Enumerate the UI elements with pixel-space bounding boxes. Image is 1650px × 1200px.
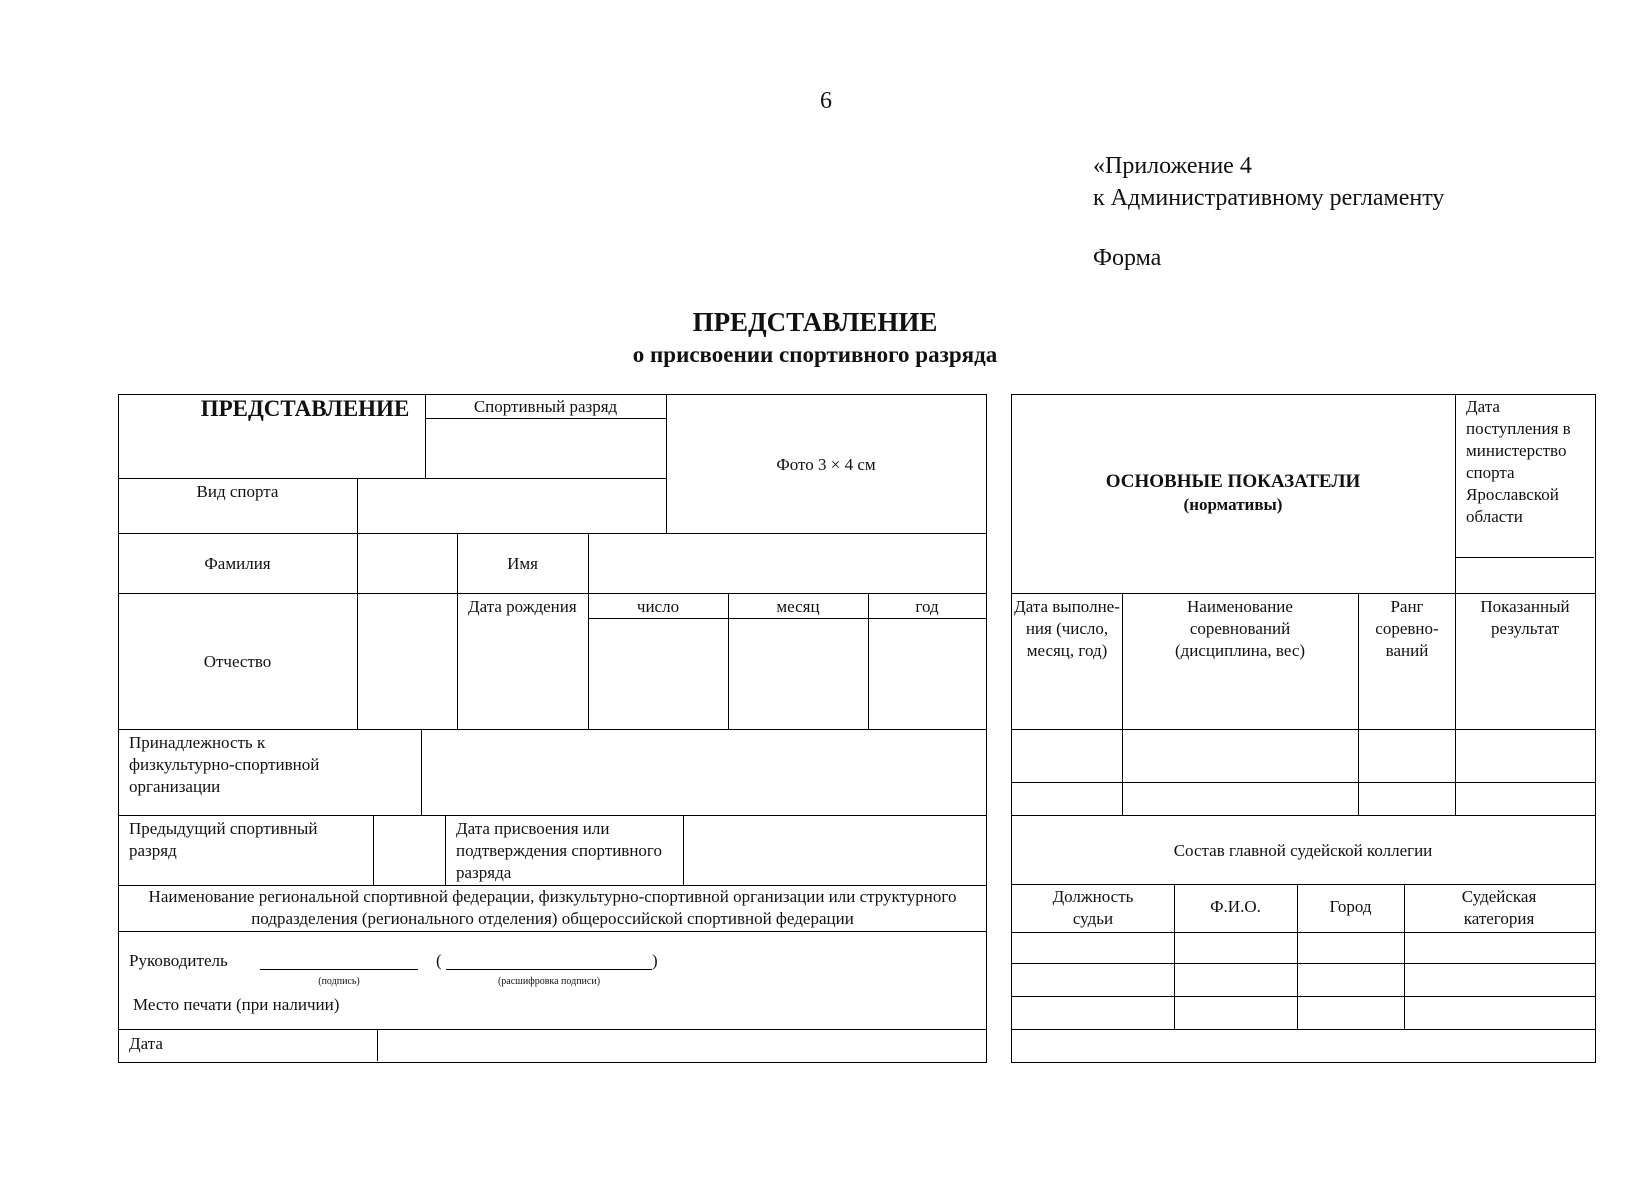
fio-label: Ф.И.О.	[1210, 897, 1261, 916]
sport-rank-label: Спортивный разряд	[473, 397, 618, 416]
day-label: число	[636, 597, 680, 616]
previous-rank-label: Предыдущий спортивный разряд	[129, 819, 318, 860]
line	[1358, 593, 1359, 815]
line	[118, 815, 986, 816]
form-label: Форма	[1093, 245, 1162, 271]
line	[1455, 557, 1594, 558]
line	[1011, 884, 1595, 885]
date-label: Дата	[129, 1034, 163, 1053]
assign-date-label: Дата присвоения или подтверждения спортивного разряда	[456, 819, 662, 882]
appendix-line-1: «Приложение 4	[1093, 153, 1252, 179]
decode-hint: (расшифровка подписи)	[497, 976, 601, 987]
receipt-date-label: Дата поступления в министерство спорта Ярославской области	[1466, 397, 1571, 526]
photo-placeholder: Фото 3 × 4 см	[776, 455, 876, 474]
surname-label: Фамилия	[204, 554, 271, 573]
seal-label: Место печати (при наличии)	[133, 995, 340, 1014]
line	[357, 478, 358, 729]
norms-subtitle: (нормативы)	[1183, 495, 1283, 514]
city-label: Город	[1329, 897, 1372, 916]
line	[118, 478, 666, 479]
line	[1455, 394, 1456, 815]
line	[1011, 593, 1595, 594]
line	[1011, 932, 1595, 933]
signature-line[interactable]	[260, 969, 418, 970]
line	[1122, 593, 1123, 815]
competition-rank-label: Ранг соревно-ваний	[1375, 597, 1439, 660]
line	[1011, 815, 1595, 816]
decode-signature-line[interactable]	[446, 969, 652, 970]
line	[425, 418, 666, 419]
paren-open: (	[436, 951, 442, 970]
line	[1011, 1029, 1595, 1030]
line	[118, 931, 986, 932]
line	[421, 729, 422, 815]
name-label: Имя	[507, 554, 538, 573]
line	[1011, 729, 1595, 730]
left-form-header: ПРЕДСТАВЛЕНИЕ	[200, 396, 410, 421]
page-number: 6	[820, 88, 832, 114]
year-label: год	[915, 597, 939, 616]
sport-type-label: Вид спорта	[196, 482, 279, 501]
head-label: Руководитель	[129, 951, 228, 970]
competition-name-label: Наименование соревнований (дисциплина, вес)	[1174, 597, 1306, 660]
birth-date-label: Дата рождения	[468, 597, 577, 616]
judges-panel-title: Состав главной судейской коллегии	[1173, 841, 1433, 860]
appendix-line-2: к Административному регламенту	[1093, 185, 1445, 211]
affiliation-label: Принадлежность к физкультурно-спортивной организации	[129, 733, 320, 796]
exec-date-label: Дата выполне-ния (число, месяц, год)	[1014, 597, 1120, 660]
month-label: месяц	[776, 597, 820, 616]
line	[118, 593, 986, 594]
paren-close: )	[652, 951, 658, 970]
result-label: Показанный результат	[1480, 597, 1570, 638]
line	[588, 618, 986, 619]
line	[1011, 996, 1595, 997]
line	[118, 729, 986, 730]
line	[1404, 884, 1405, 1029]
line	[1011, 963, 1595, 964]
line	[1011, 782, 1595, 783]
appendix-reference	[1093, 150, 1444, 214]
federation-name-label: Наименование региональной спортивной федерации, физкультурно-спортивной организации или структурного подразделения (регионального отделения) общероссийской спортивной федерации	[148, 887, 957, 928]
signature-hint: (подпись)	[318, 976, 360, 987]
document-subtitle: о присвоении спортивного разряда	[632, 342, 998, 367]
line	[373, 815, 374, 885]
judge-category-label: Судейская категория	[1461, 887, 1537, 928]
line	[588, 533, 589, 729]
line	[683, 815, 684, 885]
line	[118, 533, 986, 534]
line	[377, 1029, 378, 1061]
document-title: ПРЕДСТАВЛЕНИЕ	[692, 307, 938, 337]
judge-position-label: Должность судьи	[1052, 887, 1134, 928]
patronymic-label: Отчество	[203, 652, 272, 671]
line	[118, 1029, 986, 1030]
line	[445, 815, 446, 885]
main-indicators-title: ОСНОВНЫЕ ПОКАЗАТЕЛИ	[1105, 471, 1361, 492]
